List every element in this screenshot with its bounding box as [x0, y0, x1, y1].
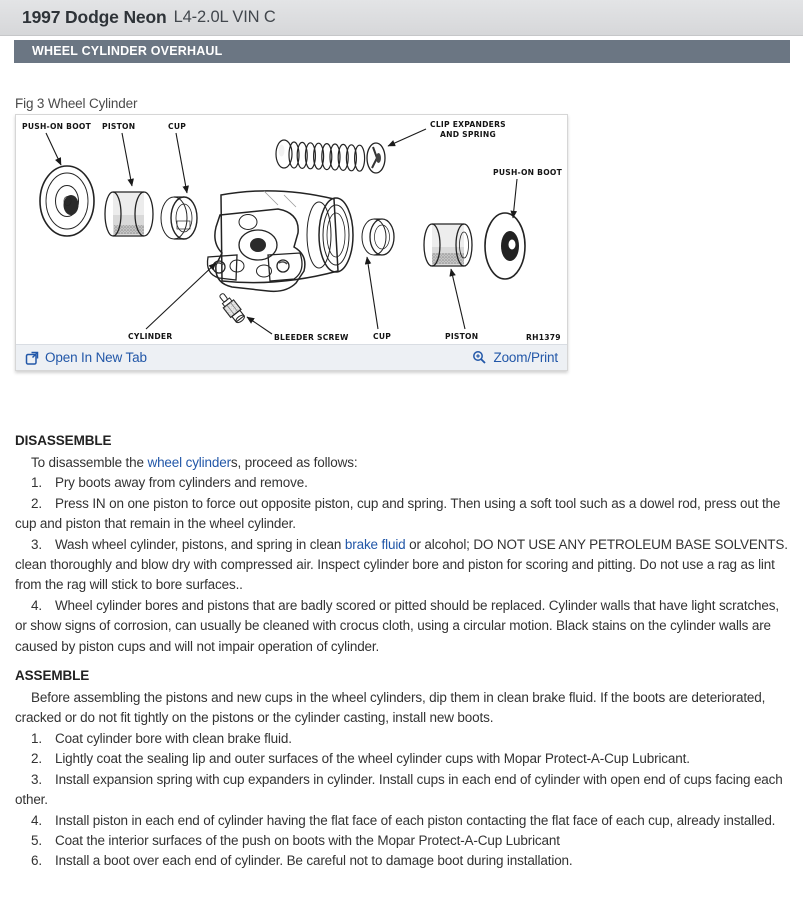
step-text [15, 772, 783, 807]
article-body [15, 433, 788, 872]
step-number: 4. [31, 597, 42, 613]
diagram-part-piston-left [105, 192, 153, 236]
step-text [55, 853, 573, 868]
step-number: 3. [31, 536, 42, 552]
text-segment: Install expansion spring with cup expanders in cylinder. Install cups in each end of cylinder with open end of cups facing each other. [15, 771, 783, 808]
assemble-step [15, 770, 788, 811]
text-segment: Before assembling the pistons and new cups in the wheel cylinders, dip them in clean brake fluid. If the boots are deteriorated, cracked or do not fit tightly on the pistons or the cylinder casting, install new boots. [15, 690, 766, 726]
text-segment: Install piston in each end of cylinder having the flat face of each piston contacting the flat face of each cup, already installed. [54, 812, 776, 828]
text-segment: Install a boot over each end of cylinder. Be careful not to damage boot during installation. [54, 853, 573, 869]
step-text [55, 731, 292, 746]
label-clip-expanders: CLIP EXPANDERS [430, 120, 506, 129]
figure-ref-code: RH1379 [526, 333, 561, 342]
label-cup-right: CUP [373, 332, 392, 341]
label-piston-left: PISTON [102, 122, 136, 131]
step-number: 6. [31, 853, 42, 869]
diagram-part-cylinder [207, 191, 353, 291]
step-text [15, 537, 788, 593]
step-number: 4. [31, 812, 42, 828]
page-title-vehicle: 1997 Dodge Neon [22, 7, 167, 27]
assemble-heading: ASSEMBLE [15, 668, 90, 684]
diagram-part-cup-left [161, 197, 197, 239]
zoom-in-icon [472, 350, 487, 365]
text-segment: Wash wheel cylinder, pistons, and spring in clean [54, 536, 345, 552]
step-number: 2. [31, 751, 42, 767]
assemble-step [15, 729, 788, 749]
text-segment: To disassemble the [31, 455, 148, 470]
text-link[interactable]: brake fluid [344, 536, 406, 552]
step-number: 3. [31, 771, 42, 787]
label-bleeder-screw: BLEEDER SCREW [274, 333, 349, 342]
label-cylinder: CYLINDER [128, 332, 173, 341]
diagram-part-push-on-boot-right [485, 213, 525, 279]
disassemble-step [15, 596, 788, 657]
intro-text [31, 455, 357, 470]
diagram-part-piston-right [424, 224, 472, 266]
figure-caption: Fig 3 Wheel Cylinder [15, 96, 138, 111]
section-title-bar [14, 40, 790, 63]
open-in-new-tab-link[interactable] [25, 350, 147, 365]
figure-box [15, 114, 568, 371]
text-segment: Pry boots away from cylinders and remove. [54, 475, 308, 491]
text-segment: or alcohol; DO NOT USE ANY PETROLEUM BASE SOLVENTS. clean thoroughly and blow dry with compressed air. Inspect cylinder bore and piston for scoring and pitting. Do not use a rag as lint from the rag will stick to bore surfaces.. [15, 536, 788, 593]
text-segment: Lightly coat the sealing lip and outer surfaces of the wheel cylinder cups with Mopar Protect-A-Cup Lubricant. [54, 751, 690, 767]
disassemble-heading: DISASSEMBLE [15, 433, 112, 448]
section-title-label: WHEEL CYLINDER OVERHAUL [32, 44, 223, 58]
label-and-spring: AND SPRING [440, 130, 496, 139]
disassemble-intro [15, 453, 788, 473]
page-title-engine: L4-2.0L VIN C [173, 8, 276, 26]
text-segment: s, proceed as follows: [230, 455, 358, 470]
text-link[interactable]: wheel cylinder [147, 455, 231, 470]
app-header [0, 0, 803, 36]
step-text [15, 598, 779, 654]
step-text [15, 496, 780, 531]
step-number: 5. [31, 832, 42, 848]
disassemble-step [15, 494, 788, 535]
wheel-cylinder-diagram [16, 115, 567, 344]
intro-text [15, 690, 765, 725]
diagram-part-cup-right [362, 219, 394, 255]
step-text [55, 475, 308, 490]
external-link-icon [25, 351, 39, 365]
text-segment: Coat the interior surfaces of the push on boots with the Mopar Protect-A-Cup Lubricant [54, 832, 560, 848]
diagram-part-bleeder-screw [216, 290, 247, 324]
assemble-step [15, 851, 788, 871]
text-segment: Coat cylinder bore with clean brake fluid. [54, 730, 292, 746]
step-text [55, 813, 775, 828]
zoom-print-link[interactable] [472, 350, 558, 365]
step-number: 1. [31, 475, 42, 491]
open-in-new-tab-label: Open In New Tab [45, 350, 147, 365]
label-push-on-boot-left: PUSH-ON BOOT [22, 122, 92, 131]
disassemble-step [15, 535, 788, 596]
label-push-on-boot-right: PUSH-ON BOOT [493, 168, 563, 177]
diagram-part-push-on-boot-left [40, 166, 94, 236]
figure-toolbar [16, 344, 567, 370]
step-text [55, 833, 560, 848]
assemble-intro [15, 688, 788, 729]
step-text [55, 751, 690, 766]
text-segment: Press IN on one piston to force out opposite piston, cup and spring. Then using a soft tool such as a dowel rod, press out the cup and piston that remain in the wheel cylinder. [15, 495, 781, 532]
diagram-part-clip-expanders-spring [276, 140, 385, 173]
assemble-step [15, 749, 788, 769]
step-number: 1. [31, 730, 42, 746]
label-cup-left: CUP [168, 122, 187, 131]
assemble-section [15, 668, 788, 872]
step-number: 2. [31, 495, 42, 511]
zoom-print-label: Zoom/Print [493, 350, 558, 365]
assemble-step [15, 831, 788, 851]
label-piston-right: PISTON [445, 332, 479, 341]
assemble-step [15, 811, 788, 831]
disassemble-step [15, 473, 788, 493]
text-segment: Wheel cylinder bores and pistons that are badly scored or pitted should be replaced. Cylinder walls that have light scratches, or show signs of corrosion, can usually be cleaned with crocus cloth, using a circular motion. Black stains on the cylinder walls are caused by piston cups and will not impair operation of cylinder. [15, 597, 779, 654]
